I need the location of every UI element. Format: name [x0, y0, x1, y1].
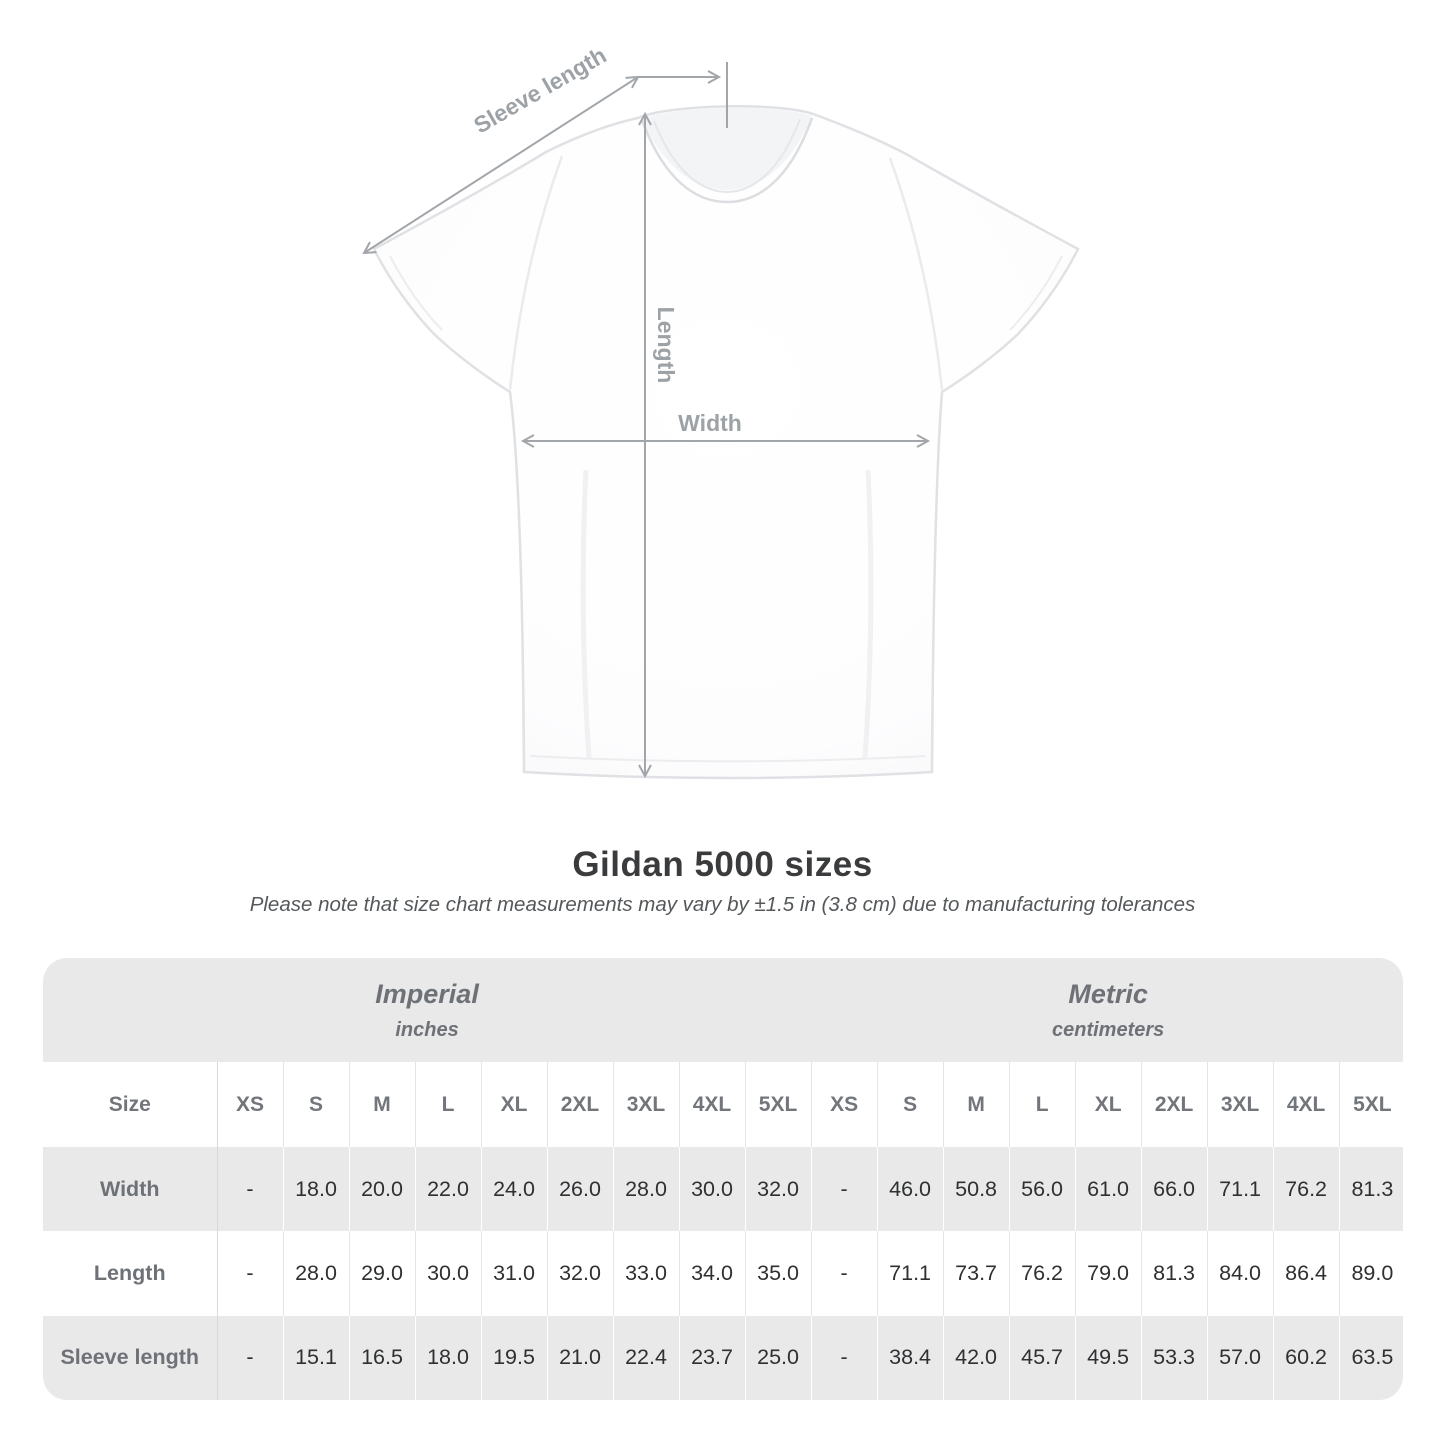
value-cell: 60.2: [1273, 1316, 1339, 1400]
value-cell: 18.0: [415, 1316, 481, 1400]
tshirt-illustration: [374, 106, 1078, 778]
length-label: Length: [653, 306, 679, 384]
value-cell: 73.7: [943, 1231, 1009, 1315]
length-row: [43, 1231, 1403, 1315]
value-cell: 30.0: [679, 1147, 745, 1231]
value-cell: 57.0: [1207, 1316, 1273, 1400]
tshirt-body: [374, 106, 1078, 778]
value-cell: 79.0: [1075, 1231, 1141, 1315]
value-cell: -: [811, 1147, 877, 1231]
imperial-label: Imperial: [375, 978, 479, 1009]
imperial-unit: inches: [395, 1018, 459, 1041]
value-cell: 30.0: [415, 1231, 481, 1315]
value-cell: 26.0: [547, 1147, 613, 1231]
width-label: Width: [678, 410, 742, 436]
value-cell: 63.5: [1339, 1316, 1403, 1400]
value-cell: 19.5: [481, 1316, 547, 1400]
value-cell: 84.0: [1207, 1231, 1273, 1315]
value-cell: 76.2: [1273, 1147, 1339, 1231]
value-cell: -: [217, 1147, 283, 1231]
value-cell: 18.0: [283, 1147, 349, 1231]
value-cell: -: [811, 1316, 877, 1400]
units-header-row: [43, 958, 1403, 1062]
size-header-cell: 2XL: [1141, 1062, 1207, 1147]
sleeve-length-label: Sleeve length: [469, 41, 611, 139]
value-cell: 35.0: [745, 1231, 811, 1315]
size-header-cell: S: [877, 1062, 943, 1147]
size-column-header: Size: [43, 1062, 217, 1147]
size-header-cell: 5XL: [1339, 1062, 1403, 1147]
value-cell: 81.3: [1339, 1147, 1403, 1231]
value-cell: 29.0: [349, 1231, 415, 1315]
size-header-cell: M: [943, 1062, 1009, 1147]
size-chart-table: [43, 958, 1403, 1400]
size-header-cell: L: [1009, 1062, 1075, 1147]
row-label: Length: [43, 1231, 217, 1315]
size-header-cell: 3XL: [613, 1062, 679, 1147]
value-cell: 53.3: [1141, 1316, 1207, 1400]
value-cell: 71.1: [877, 1231, 943, 1315]
value-cell: 45.7: [1009, 1316, 1075, 1400]
sizes-header-row: [43, 1062, 1403, 1147]
value-cell: 33.0: [613, 1231, 679, 1315]
size-header-cell: 3XL: [1207, 1062, 1273, 1147]
size-header-cell: XS: [217, 1062, 283, 1147]
value-cell: 89.0: [1339, 1231, 1403, 1315]
value-cell: 32.0: [745, 1147, 811, 1231]
size-header-cell: XS: [811, 1062, 877, 1147]
value-cell: 61.0: [1075, 1147, 1141, 1231]
value-cell: 21.0: [547, 1316, 613, 1400]
value-cell: -: [217, 1316, 283, 1400]
value-cell: 50.8: [943, 1147, 1009, 1231]
size-header-cell: 4XL: [679, 1062, 745, 1147]
value-cell: 22.0: [415, 1147, 481, 1231]
value-cell: 20.0: [349, 1147, 415, 1231]
value-cell: 76.2: [1009, 1231, 1075, 1315]
size-header-cell: 2XL: [547, 1062, 613, 1147]
value-cell: 25.0: [745, 1316, 811, 1400]
value-cell: 49.5: [1075, 1316, 1141, 1400]
width-row: [43, 1147, 1403, 1231]
value-cell: 28.0: [613, 1147, 679, 1231]
value-cell: 32.0: [547, 1231, 613, 1315]
value-cell: 56.0: [1009, 1147, 1075, 1231]
value-cell: 86.4: [1273, 1231, 1339, 1315]
imperial-header: [43, 958, 811, 1062]
tolerance-note: Please note that size chart measurements may vary by ±1.5 in (3.8 cm) due to manufacturing tolerances: [249, 893, 1196, 916]
value-cell: -: [811, 1231, 877, 1315]
value-cell: 15.1: [283, 1316, 349, 1400]
size-header-cell: L: [415, 1062, 481, 1147]
value-cell: 42.0: [943, 1316, 1009, 1400]
metric-label: Metric: [1068, 978, 1148, 1009]
size-header-cell: 5XL: [745, 1062, 811, 1147]
size-header-cell: XL: [1075, 1062, 1141, 1147]
value-cell: 22.4: [613, 1316, 679, 1400]
size-header-cell: S: [283, 1062, 349, 1147]
row-label: Width: [43, 1147, 217, 1231]
value-cell: 38.4: [877, 1316, 943, 1400]
size-header-cell: M: [349, 1062, 415, 1147]
row-label: Sleeve length: [43, 1316, 217, 1400]
value-cell: 71.1: [1207, 1147, 1273, 1231]
value-cell: 81.3: [1141, 1231, 1207, 1315]
value-cell: 28.0: [283, 1231, 349, 1315]
value-cell: 24.0: [481, 1147, 547, 1231]
size-header-cell: 4XL: [1273, 1062, 1339, 1147]
size-header-cell: XL: [481, 1062, 547, 1147]
value-cell: 31.0: [481, 1231, 547, 1315]
metric-header: [811, 958, 1403, 1062]
value-cell: 46.0: [877, 1147, 943, 1231]
value-cell: -: [217, 1231, 283, 1315]
value-cell: 16.5: [349, 1316, 415, 1400]
size-table: [43, 958, 1403, 1400]
value-cell: 23.7: [679, 1316, 745, 1400]
page-title: Gildan 5000 sizes: [572, 845, 873, 884]
metric-unit: centimeters: [1052, 1018, 1165, 1041]
value-cell: 34.0: [679, 1231, 745, 1315]
value-cell: 66.0: [1141, 1147, 1207, 1231]
sleeve-length-row: [43, 1316, 1403, 1400]
